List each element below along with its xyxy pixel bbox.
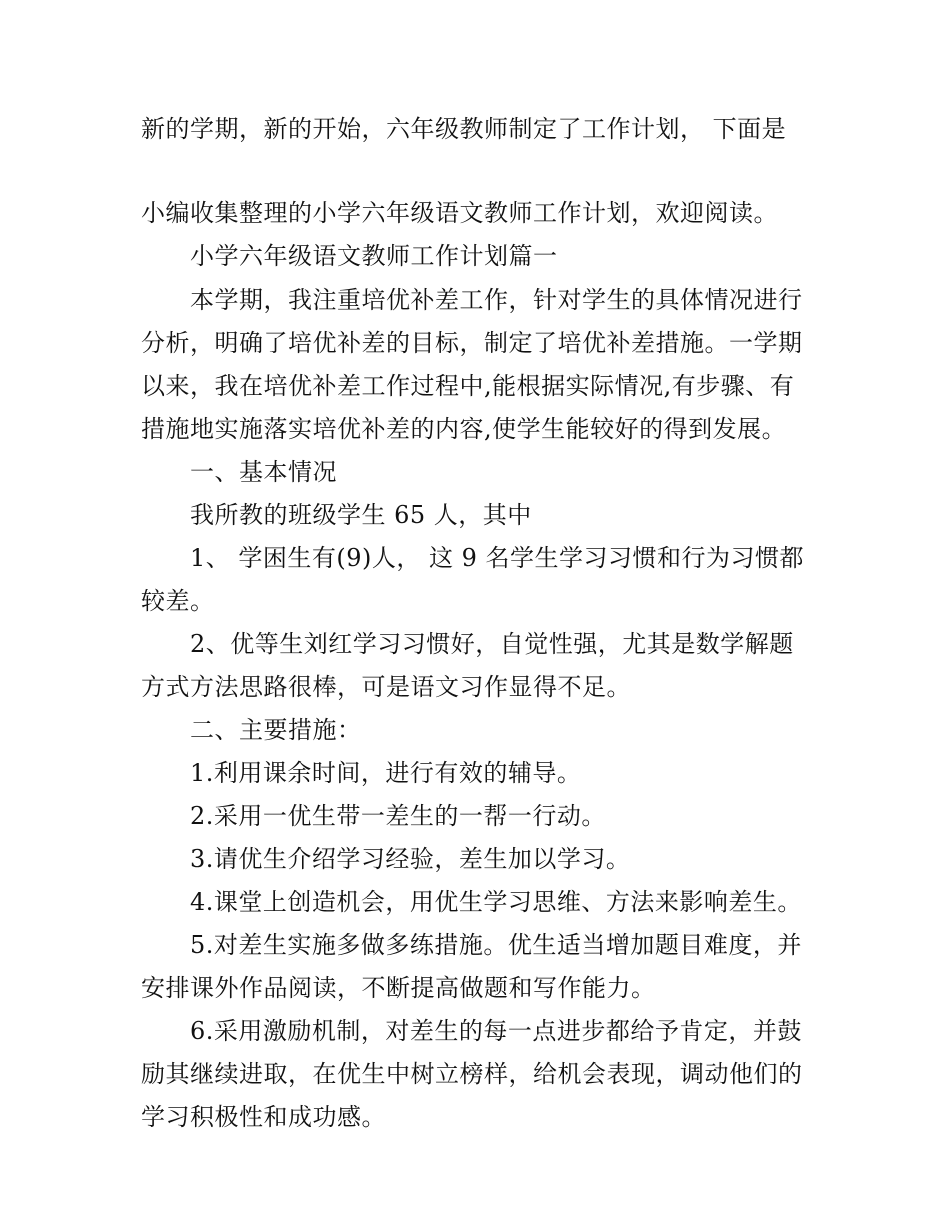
item-2-line-1: 2、优等生刘红学习习惯好，自觉性强，尤其是数学解题 — [190, 630, 794, 658]
intro-line-1: 新的学期，新的开始，六年级教师制定了工作计划， 下面是 — [141, 115, 787, 143]
measure-6-line-3: 学习积极性和成功感。 — [141, 1103, 386, 1131]
measure-4: 4.课堂上创造机会，用优生学习思维、方法来影响差生。 — [190, 888, 802, 916]
measure-6-line-2: 励其继续进取，在优生中树立榜样，给机会表现，调动他们的 — [141, 1060, 803, 1088]
measure-5-line-2: 安排课外作品阅读，不断提高做题和写作能力。 — [141, 974, 656, 1002]
measure-1: 1.利用课余时间，进行有效的辅导。 — [190, 759, 582, 787]
heading-main-measures: 二、主要措施： — [190, 716, 362, 744]
paragraph-1-line-2: 分析，明确了培优补差的目标，制定了培优补差措施。一学期 — [141, 329, 803, 357]
measure-5-line-1: 5.对差生实施多做多练措施。优生适当增加题目难度，并 — [190, 931, 802, 959]
section-title: 小学六年级语文教师工作计划篇一 — [190, 242, 558, 270]
item-1-line-2: 较差。 — [141, 587, 215, 615]
paragraph-1-line-1: 本学期，我注重培优补差工作，针对学生的具体情况进行 — [190, 286, 803, 314]
item-2-line-2: 方式方法思路很棒，可是语文习作显得不足。 — [141, 673, 631, 701]
paragraph-1-line-3: 以来，我在培优补差工作过程中,能根据实际情况,有步骤、有 — [141, 372, 795, 400]
paragraph-1-line-4: 措施地实施落实培优补差的内容,使学生能较好的得到发展。 — [141, 415, 787, 443]
measure-6-line-1: 6.采用激励机制，对差生的每一点进步都给予肯定，并鼓 — [190, 1017, 802, 1045]
intro-line-2: 小编收集整理的小学六年级语文教师工作计划，欢迎阅读。 — [141, 199, 778, 227]
measure-3: 3.请优生介绍学习经验，差生加以学习。 — [190, 845, 631, 873]
item-1-line-1: 1、 学困生有(9)人， 这 9 名学生学习习惯和行为习惯都 — [190, 544, 805, 572]
heading-basic-situation: 一、基本情况 — [190, 458, 337, 486]
measure-2: 2.采用一优生带一差生的一帮一行动。 — [190, 802, 606, 830]
paragraph-2: 我所教的班级学生 65 人，其中 — [190, 501, 532, 529]
